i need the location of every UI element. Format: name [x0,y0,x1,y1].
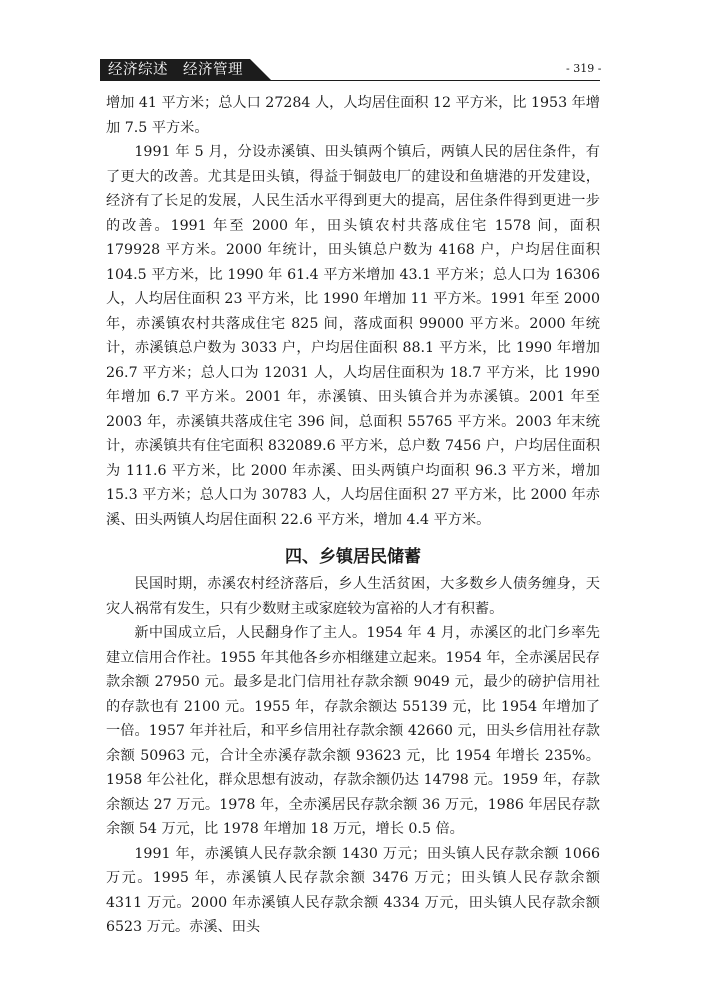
page-number: - 319 - [566,62,602,75]
paragraph-republic-era: 民国时期，赤溪农村经济落后，乡人生活贫困，大多数乡人债务缠身，天灾人祸常有发生，只有少数财主或家庭较为富裕的人才有积蓄。 [106,576,600,617]
paragraph-continued: 增加 41 平方米；总人口 27284 人，人均居住面积 12 平方米，比 1953 年增加 7.5 平方米。 [106,95,600,136]
page-body [106,91,600,940]
header-rule [100,80,600,81]
paragraph-savings-history: 新中国成立后，人民翻身作了主人。1954 年 4 月，赤溪区的北门乡率先建立信用合作社。1955 年其他各乡亦相继建立起来。1954 年，全赤溪居民存款余额 27950 元。最多是北门信用社存款余额 9049 元，最少的磅护信用社的存款也有 2100 元。1955 年，存款余额达 55139 元，比 1954 年增加了一倍。1957 年并社后，和平乡信用社存款余额 42660 元，田头乡信用社存款余额 50963 元，合计全赤溪存款余额 93623 元，比 1954 年增长 235%。1958 年公社化，群众思想有波动，存款余额仍达 14798 元。1959 年，存款余额达 27 万元。1978 年，全赤溪居民存款余额 36 万元，1986 年居民存款余额 54 万元，比 1978 年增加 18 万元，增长 0.5 倍。 [106,625,600,837]
section-heading: 四、乡镇居民储蓄 [285,547,421,567]
running-header-title: 经济综述 经济管理 [108,62,243,78]
paragraph-housing: 1991 年 5 月，分设赤溪镇、田头镇两个镇后，两镇人民的居住条件，有了更大的改善。尤其是田头镇，得益于铜鼓电厂的建设和鱼塘港的开发建设，经济有了长足的发展，人民生活水平得到更大的提高，居住条件得到更进一步的改善。1991 年至 2000 年，田头镇农村共落成住宅 1578 间，面积 179928 平方米。2000 年统计，田头镇总户数为 4168 户，户均居住面积 104.5 平方米，比 1990 年 61.4 平方米增加 43.1 平方米；总人口为 16306 人，人均居住面积 23 平方米，比 1990 年增加 11 平方米。1991 年至 2000 年，赤溪镇农村共落成住宅 825 间，落成面积 99000 平方米。2000 年统计，赤溪镇总户数为 3033 户，户均居住面积 88.1 平方米，比 1990 年增加 26.7 平方米；总人口为 12031 人，人均居住面积为 18.7 平方米，比 1990 年增加 6.7 平方米。2001 年，赤溪镇、田头镇合并为赤溪镇。2001 年至 2003 年，赤溪镇共落成住宅 396 间，总面积 55765 平方米。2003 年末统计，赤溪镇共有住宅面积 832089.6 平方米，总户数 7456 户，户均居住面积为 111.6 平方米，比 2000 年赤溪、田头两镇户均面积 96.3 平方米，增加 15.3 平方米；总人口为 30783 人，人均居住面积 27 平方米，比 2000 年赤溪、田头两镇人均居住面积 22.6 平方米，增加 4.4 平方米。 [106,144,600,528]
paragraph-savings-1991-2000: 1991 年，赤溪镇人民存款余额 1430 万元；田头镇人民存款余额 1066 万元。1995 年，赤溪镇人民存款余额 3476 万元；田头镇人民存款余额 4311 万元。2000 年赤溪镇人民存款余额 4334 万元，田头镇人民存款余额 6523 万元。赤溪、田头 [106,845,600,935]
